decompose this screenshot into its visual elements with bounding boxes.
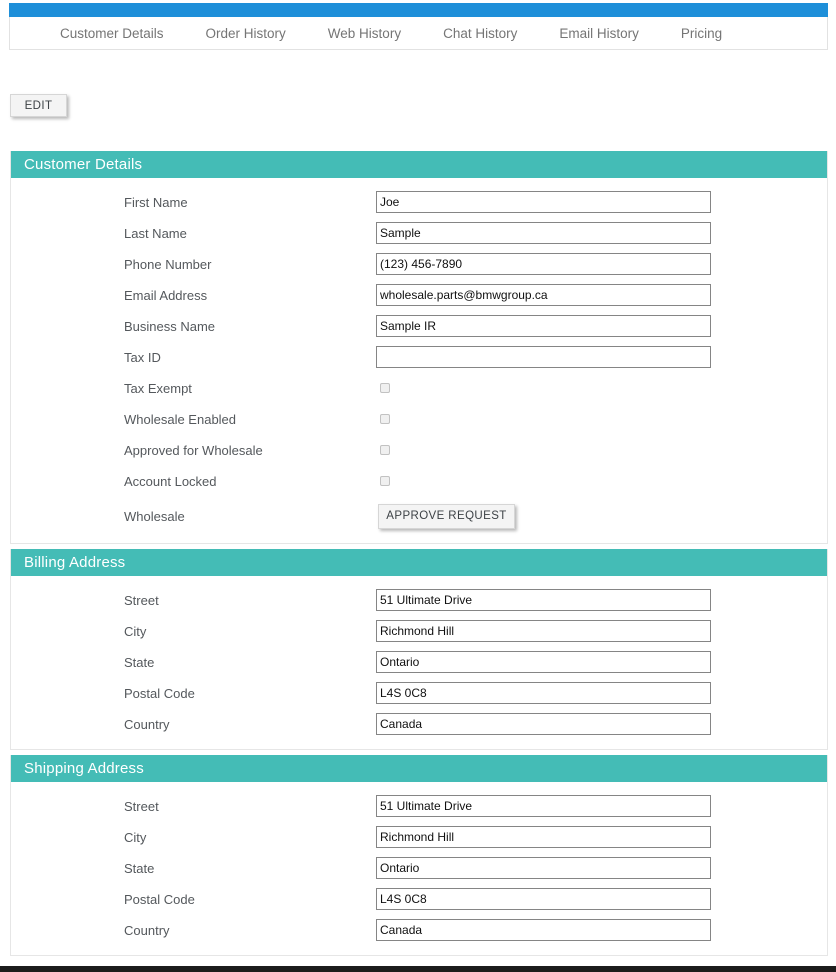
- account-locked-label: Account Locked: [124, 473, 217, 489]
- billing-state-input[interactable]: [376, 651, 711, 673]
- tab-customer-details[interactable]: Customer Details: [60, 25, 164, 41]
- shipping-postal-code-input[interactable]: [376, 888, 711, 910]
- tab-email-history[interactable]: Email History: [559, 25, 639, 41]
- account-locked-checkbox[interactable]: [380, 476, 390, 486]
- shipping-street-input[interactable]: [376, 795, 711, 817]
- billing-postal-code-input[interactable]: [376, 682, 711, 704]
- shipping-state-label: State: [124, 860, 155, 876]
- shipping-country-label: Country: [124, 922, 170, 938]
- email-address-input[interactable]: [376, 284, 711, 306]
- billing-address-title: Billing Address: [11, 549, 827, 576]
- field-row: [11, 346, 827, 368]
- field-row: [11, 589, 827, 611]
- top-accent-bar: [9, 3, 828, 17]
- footer-bar: [0, 966, 836, 972]
- field-row: [11, 315, 827, 337]
- customer-details-body: [11, 178, 827, 543]
- checkbox-row: [11, 470, 827, 492]
- billing-street-label: Street: [124, 592, 159, 608]
- field-row: [11, 919, 827, 941]
- billing-state-label: State: [124, 654, 155, 670]
- customer-details-section: [10, 151, 828, 544]
- billing-country-label: Country: [124, 716, 170, 732]
- field-row: [11, 857, 827, 879]
- field-row: [11, 620, 827, 642]
- shipping-state-input[interactable]: [376, 857, 711, 879]
- first-name-input[interactable]: [376, 191, 711, 213]
- field-row: [11, 651, 827, 673]
- field-row: [11, 795, 827, 817]
- business-name-label: Business Name: [124, 318, 216, 334]
- field-row: [11, 222, 827, 244]
- tab-web-history[interactable]: Web History: [327, 25, 402, 41]
- checkbox-row: [11, 439, 827, 461]
- email-address-label: Email Address: [124, 287, 208, 303]
- phone-number-input[interactable]: [376, 253, 711, 275]
- shipping-city-input[interactable]: [376, 826, 711, 848]
- billing-postal-code-label: Postal Code: [124, 685, 195, 701]
- shipping-address-title: Shipping Address: [11, 755, 827, 782]
- checkbox-row: [11, 377, 827, 399]
- tab-pricing[interactable]: Pricing: [680, 25, 723, 41]
- billing-address-section: [10, 549, 828, 750]
- wholesale-row: [11, 503, 827, 529]
- field-row: [11, 253, 827, 275]
- shipping-postal-code-label: Postal Code: [124, 891, 195, 907]
- field-row: [11, 284, 827, 306]
- nav-bar: [9, 17, 828, 50]
- shipping-street-label: Street: [124, 798, 159, 814]
- tab-order-history[interactable]: Order History: [205, 25, 286, 41]
- field-row: [11, 826, 827, 848]
- approved-for-wholesale-checkbox[interactable]: [380, 445, 390, 455]
- field-row: [11, 191, 827, 213]
- checkbox-row: [11, 408, 827, 430]
- field-row: [11, 713, 827, 735]
- shipping-country-input[interactable]: [376, 919, 711, 941]
- last-name-input[interactable]: [376, 222, 711, 244]
- approved-for-wholesale-label: Approved for Wholesale: [124, 442, 263, 458]
- customer-details-title: Customer Details: [11, 151, 827, 178]
- shipping-city-label: City: [124, 829, 147, 845]
- tab-chat-history[interactable]: Chat History: [443, 25, 518, 41]
- last-name-label: Last Name: [124, 225, 187, 241]
- wholesale-enabled-label: Wholesale Enabled: [124, 411, 237, 427]
- shipping-address-body: [11, 782, 827, 955]
- field-row: [11, 888, 827, 910]
- tax-id-input[interactable]: [376, 346, 711, 368]
- content: [10, 151, 828, 956]
- tax-id-label: Tax ID: [124, 349, 161, 365]
- tax-exempt-label: Tax Exempt: [124, 380, 192, 396]
- approve-request-button[interactable]: APPROVE REQUEST: [378, 504, 515, 529]
- shipping-address-section: [10, 755, 828, 956]
- business-name-input[interactable]: [376, 315, 711, 337]
- billing-city-label: City: [124, 623, 147, 639]
- field-row: [11, 682, 827, 704]
- tax-exempt-checkbox[interactable]: [380, 383, 390, 393]
- billing-city-input[interactable]: [376, 620, 711, 642]
- phone-number-label: Phone Number: [124, 256, 212, 272]
- wholesale-enabled-checkbox[interactable]: [380, 414, 390, 424]
- billing-address-body: [11, 576, 827, 749]
- first-name-label: First Name: [124, 194, 188, 210]
- edit-button[interactable]: EDIT: [10, 94, 67, 117]
- billing-street-input[interactable]: [376, 589, 711, 611]
- billing-country-input[interactable]: [376, 713, 711, 735]
- wholesale-label: Wholesale: [124, 508, 185, 524]
